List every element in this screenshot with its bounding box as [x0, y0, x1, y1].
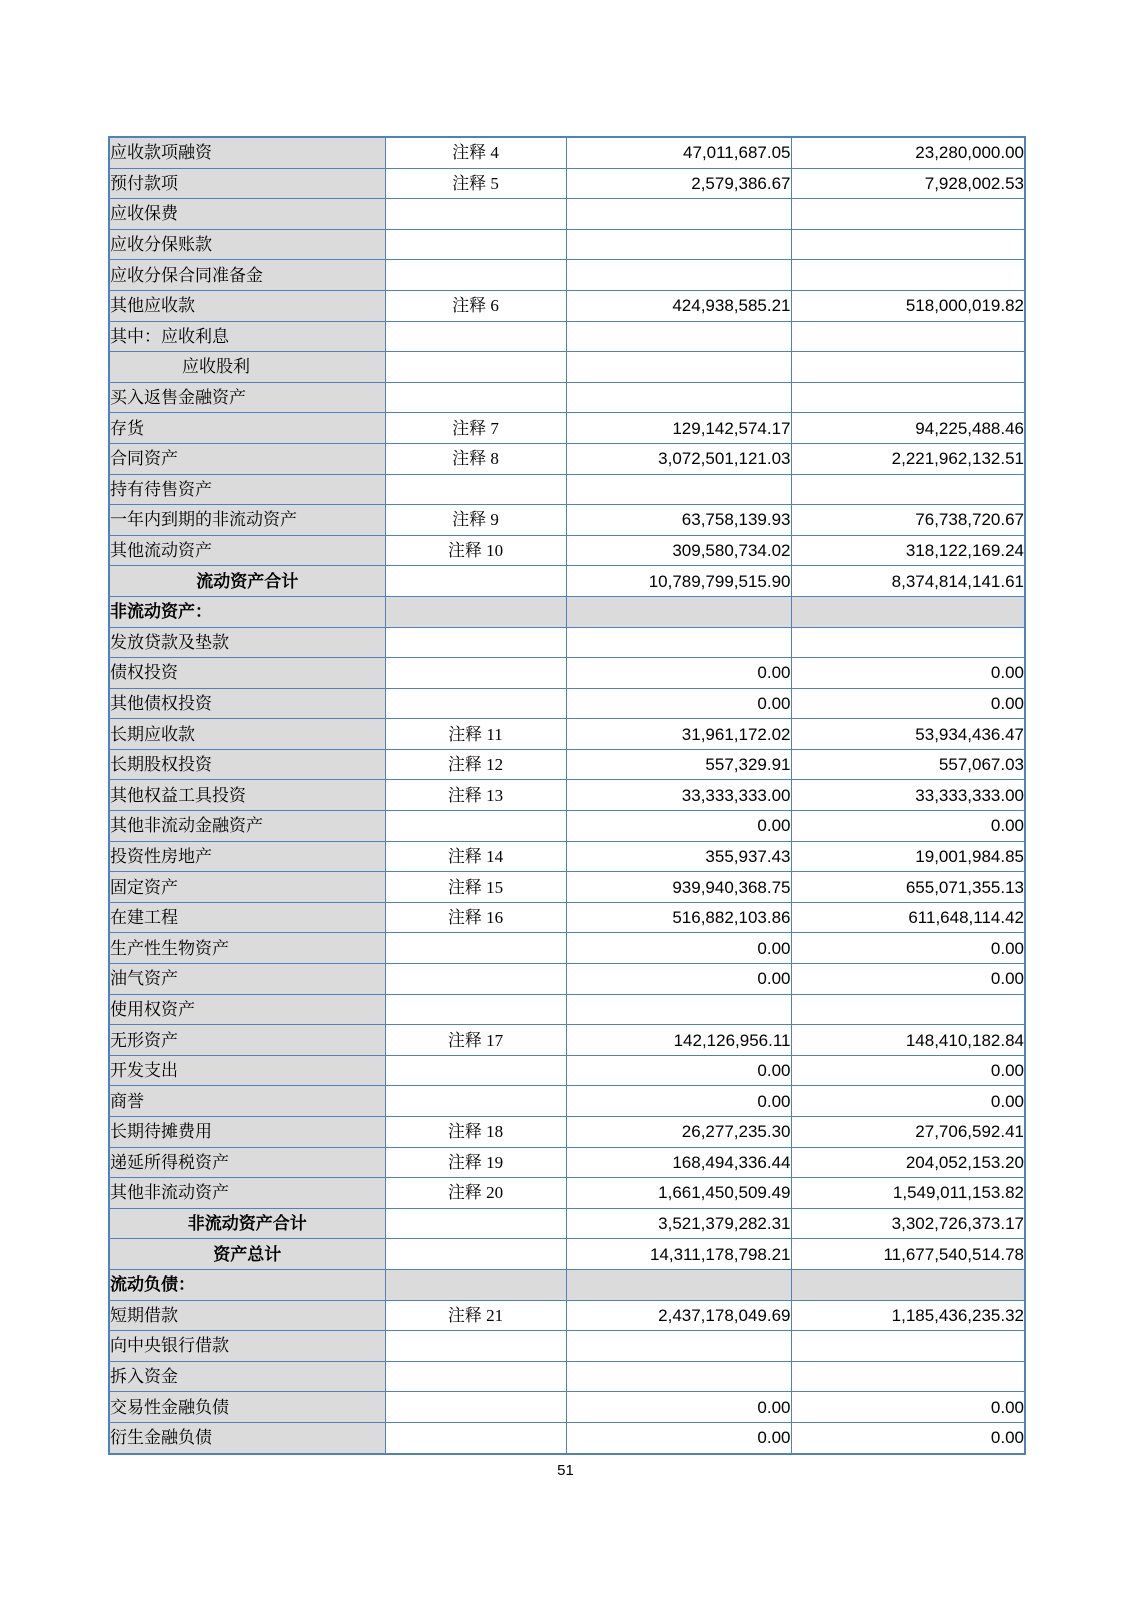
current-value-cell: [566, 596, 791, 627]
item-label-cell: 其他非流动资产: [109, 1178, 385, 1209]
note-cell: [385, 1392, 566, 1423]
item-label-cell: 发放贷款及垫款: [109, 627, 385, 658]
note-cell: [385, 933, 566, 964]
current-value-cell: 26,277,235.30: [566, 1117, 791, 1148]
item-label-cell: 存货: [109, 413, 385, 444]
prior-value-cell: 1,549,011,153.82: [791, 1178, 1025, 1209]
prior-value-cell: [791, 1331, 1025, 1362]
prior-value-cell: 148,410,182.84: [791, 1025, 1025, 1056]
note-cell: [385, 474, 566, 505]
balance-sheet-body: [109, 137, 1025, 1454]
note-cell: 注释 9: [385, 505, 566, 536]
current-value-cell: [566, 229, 791, 260]
table-row: [109, 1239, 1025, 1270]
table-row: [109, 199, 1025, 230]
item-label-cell: 其他应收款: [109, 290, 385, 321]
note-cell: [385, 1239, 566, 1270]
current-value-cell: [566, 199, 791, 230]
prior-value-cell: 94,225,488.46: [791, 413, 1025, 444]
current-value-cell: 3,072,501,121.03: [566, 443, 791, 474]
note-cell: [385, 1269, 566, 1300]
current-value-cell: [566, 321, 791, 352]
note-cell: [385, 321, 566, 352]
item-label-cell: 其中：应收利息: [109, 321, 385, 352]
table-row: [109, 1086, 1025, 1117]
table-row: [109, 321, 1025, 352]
table-row: [109, 260, 1025, 291]
item-label-cell: 应收股利: [109, 352, 385, 383]
note-cell: 注释 21: [385, 1300, 566, 1331]
table-row: [109, 627, 1025, 658]
item-label-cell: 长期待摊费用: [109, 1117, 385, 1148]
prior-value-cell: 0.00: [791, 1086, 1025, 1117]
item-label-cell: 衍生金融负债: [109, 1422, 385, 1453]
current-value-cell: 939,940,368.75: [566, 872, 791, 903]
note-cell: [385, 566, 566, 597]
prior-value-cell: 27,706,592.41: [791, 1117, 1025, 1148]
item-label-cell: 合同资产: [109, 443, 385, 474]
prior-value-cell: 0.00: [791, 1422, 1025, 1453]
current-value-cell: 0.00: [566, 933, 791, 964]
page-number: 51: [557, 1462, 574, 1479]
item-label-cell: 交易性金融负债: [109, 1392, 385, 1423]
table-row: [109, 1300, 1025, 1331]
note-cell: 注释 15: [385, 872, 566, 903]
prior-value-cell: [791, 199, 1025, 230]
item-label-cell: 油气资产: [109, 964, 385, 995]
item-label-cell: 长期股权投资: [109, 749, 385, 780]
current-value-cell: 0.00: [566, 1422, 791, 1453]
table-row: [109, 1331, 1025, 1362]
note-cell: 注释 13: [385, 780, 566, 811]
prior-value-cell: 0.00: [791, 1055, 1025, 1086]
table-row: [109, 780, 1025, 811]
prior-value-cell: 557,067.03: [791, 749, 1025, 780]
table-row: [109, 1025, 1025, 1056]
note-cell: [385, 229, 566, 260]
prior-value-cell: [791, 321, 1025, 352]
item-label-cell: 递延所得税资产: [109, 1147, 385, 1178]
current-value-cell: 557,329.91: [566, 749, 791, 780]
note-cell: [385, 1086, 566, 1117]
table-row: [109, 1361, 1025, 1392]
current-value-cell: [566, 994, 791, 1025]
item-label-cell: 一年内到期的非流动资产: [109, 505, 385, 536]
prior-value-cell: [791, 627, 1025, 658]
note-cell: [385, 382, 566, 413]
table-row: [109, 168, 1025, 199]
note-cell: [385, 1422, 566, 1453]
item-label-cell: 流动资产合计: [109, 566, 385, 597]
balance-sheet-table: [108, 136, 1024, 1455]
table-row: [109, 719, 1025, 750]
prior-value-cell: [791, 994, 1025, 1025]
current-value-cell: 0.00: [566, 688, 791, 719]
note-cell: 注释 14: [385, 841, 566, 872]
prior-value-cell: 2,221,962,132.51: [791, 443, 1025, 474]
prior-value-cell: [791, 1269, 1025, 1300]
table-row: [109, 352, 1025, 383]
item-label-cell: 其他非流动金融资产: [109, 811, 385, 842]
table-row: [109, 658, 1025, 689]
current-value-cell: [566, 1331, 791, 1362]
current-value-cell: 3,521,379,282.31: [566, 1208, 791, 1239]
current-value-cell: 33,333,333.00: [566, 780, 791, 811]
item-label-cell: 资产总计: [109, 1239, 385, 1270]
note-cell: 注释 7: [385, 413, 566, 444]
item-label-cell: 使用权资产: [109, 994, 385, 1025]
table-row: [109, 1422, 1025, 1453]
prior-value-cell: 0.00: [791, 688, 1025, 719]
current-value-cell: 0.00: [566, 1055, 791, 1086]
prior-value-cell: [791, 1361, 1025, 1392]
item-label-cell: 应收分保账款: [109, 229, 385, 260]
current-value-cell: [566, 260, 791, 291]
current-value-cell: 14,311,178,798.21: [566, 1239, 791, 1270]
item-label-cell: 在建工程: [109, 902, 385, 933]
current-value-cell: 2,437,178,049.69: [566, 1300, 791, 1331]
item-label-cell: 固定资产: [109, 872, 385, 903]
note-cell: [385, 199, 566, 230]
note-cell: [385, 596, 566, 627]
note-cell: 注释 10: [385, 535, 566, 566]
item-label-cell: 拆入资金: [109, 1361, 385, 1392]
item-label-cell: 预付款项: [109, 168, 385, 199]
table-row: [109, 749, 1025, 780]
table-row: [109, 413, 1025, 444]
prior-value-cell: [791, 596, 1025, 627]
item-label-cell: 债权投资: [109, 658, 385, 689]
table-row: [109, 1269, 1025, 1300]
prior-value-cell: [791, 260, 1025, 291]
current-value-cell: [566, 1269, 791, 1300]
item-label-cell: 非流动资产：: [109, 596, 385, 627]
table-row: [109, 902, 1025, 933]
item-label-cell: 向中央银行借款: [109, 1331, 385, 1362]
prior-value-cell: 0.00: [791, 658, 1025, 689]
item-label-cell: 其他债权投资: [109, 688, 385, 719]
prior-value-cell: [791, 382, 1025, 413]
table-row: [109, 1178, 1025, 1209]
table-row: [109, 382, 1025, 413]
note-cell: 注释 4: [385, 137, 566, 168]
item-label-cell: 开发支出: [109, 1055, 385, 1086]
current-value-cell: 2,579,386.67: [566, 168, 791, 199]
item-label-cell: 短期借款: [109, 1300, 385, 1331]
note-cell: 注释 16: [385, 902, 566, 933]
table-row: [109, 596, 1025, 627]
table-row: [109, 1208, 1025, 1239]
note-cell: [385, 964, 566, 995]
current-value-cell: 63,758,139.93: [566, 505, 791, 536]
item-label-cell: 买入返售金融资产: [109, 382, 385, 413]
table-row: [109, 290, 1025, 321]
prior-value-cell: 19,001,984.85: [791, 841, 1025, 872]
item-label-cell: 其他流动资产: [109, 535, 385, 566]
prior-value-cell: 11,677,540,514.78: [791, 1239, 1025, 1270]
table-row: [109, 811, 1025, 842]
item-label-cell: 生产性生物资产: [109, 933, 385, 964]
prior-value-cell: 53,934,436.47: [791, 719, 1025, 750]
prior-value-cell: [791, 229, 1025, 260]
note-cell: [385, 627, 566, 658]
prior-value-cell: 655,071,355.13: [791, 872, 1025, 903]
item-label-cell: 应收分保合同准备金: [109, 260, 385, 291]
prior-value-cell: 611,648,114.42: [791, 902, 1025, 933]
prior-value-cell: 33,333,333.00: [791, 780, 1025, 811]
current-value-cell: 10,789,799,515.90: [566, 566, 791, 597]
table-row: [109, 474, 1025, 505]
current-value-cell: [566, 382, 791, 413]
note-cell: 注释 19: [385, 1147, 566, 1178]
table-row: [109, 841, 1025, 872]
current-value-cell: 1,661,450,509.49: [566, 1178, 791, 1209]
table-row: [109, 688, 1025, 719]
note-cell: 注释 8: [385, 443, 566, 474]
note-cell: 注释 6: [385, 290, 566, 321]
prior-value-cell: 0.00: [791, 1392, 1025, 1423]
current-value-cell: 516,882,103.86: [566, 902, 791, 933]
note-cell: 注释 12: [385, 749, 566, 780]
current-value-cell: 0.00: [566, 964, 791, 995]
note-cell: 注释 18: [385, 1117, 566, 1148]
note-cell: [385, 352, 566, 383]
current-value-cell: 0.00: [566, 658, 791, 689]
item-label-cell: 应收款项融资: [109, 137, 385, 168]
current-value-cell: 0.00: [566, 1086, 791, 1117]
current-value-cell: 142,126,956.11: [566, 1025, 791, 1056]
table-row: [109, 505, 1025, 536]
prior-value-cell: [791, 474, 1025, 505]
table-row: [109, 994, 1025, 1025]
item-label-cell: 其他权益工具投资: [109, 780, 385, 811]
note-cell: 注释 17: [385, 1025, 566, 1056]
current-value-cell: 309,580,734.02: [566, 535, 791, 566]
table-row: [109, 964, 1025, 995]
item-label-cell: 应收保费: [109, 199, 385, 230]
prior-value-cell: 0.00: [791, 933, 1025, 964]
item-label-cell: 无形资产: [109, 1025, 385, 1056]
balance-sheet: [108, 136, 1026, 1455]
note-cell: [385, 658, 566, 689]
note-cell: 注释 20: [385, 1178, 566, 1209]
note-cell: [385, 1208, 566, 1239]
current-value-cell: 168,494,336.44: [566, 1147, 791, 1178]
prior-value-cell: 518,000,019.82: [791, 290, 1025, 321]
prior-value-cell: 0.00: [791, 964, 1025, 995]
note-cell: [385, 1331, 566, 1362]
current-value-cell: [566, 627, 791, 658]
note-cell: 注释 11: [385, 719, 566, 750]
table-row: [109, 137, 1025, 168]
table-row: [109, 535, 1025, 566]
note-cell: [385, 811, 566, 842]
table-row: [109, 1117, 1025, 1148]
current-value-cell: 424,938,585.21: [566, 290, 791, 321]
table-row: [109, 1147, 1025, 1178]
item-label-cell: 投资性房地产: [109, 841, 385, 872]
table-row: [109, 872, 1025, 903]
table-row: [109, 1392, 1025, 1423]
table-row: [109, 566, 1025, 597]
table-row: [109, 443, 1025, 474]
table-row: [109, 933, 1025, 964]
prior-value-cell: 318,122,169.24: [791, 535, 1025, 566]
item-label-cell: 持有待售资产: [109, 474, 385, 505]
current-value-cell: 0.00: [566, 1392, 791, 1423]
current-value-cell: 129,142,574.17: [566, 413, 791, 444]
prior-value-cell: 23,280,000.00: [791, 137, 1025, 168]
item-label-cell: 非流动资产合计: [109, 1208, 385, 1239]
note-cell: [385, 1055, 566, 1086]
prior-value-cell: 7,928,002.53: [791, 168, 1025, 199]
current-value-cell: 31,961,172.02: [566, 719, 791, 750]
prior-value-cell: [791, 352, 1025, 383]
note-cell: [385, 1361, 566, 1392]
item-label-cell: 流动负债：: [109, 1269, 385, 1300]
prior-value-cell: 8,374,814,141.61: [791, 566, 1025, 597]
note-cell: [385, 260, 566, 291]
current-value-cell: [566, 474, 791, 505]
note-cell: 注释 5: [385, 168, 566, 199]
item-label-cell: 商誉: [109, 1086, 385, 1117]
current-value-cell: 47,011,687.05: [566, 137, 791, 168]
prior-value-cell: 76,738,720.67: [791, 505, 1025, 536]
prior-value-cell: 3,302,726,373.17: [791, 1208, 1025, 1239]
prior-value-cell: 1,185,436,235.32: [791, 1300, 1025, 1331]
current-value-cell: [566, 352, 791, 383]
table-row: [109, 229, 1025, 260]
prior-value-cell: 204,052,153.20: [791, 1147, 1025, 1178]
note-cell: [385, 688, 566, 719]
table-row: [109, 1055, 1025, 1086]
current-value-cell: [566, 1361, 791, 1392]
note-cell: [385, 994, 566, 1025]
current-value-cell: 355,937.43: [566, 841, 791, 872]
current-value-cell: 0.00: [566, 811, 791, 842]
prior-value-cell: 0.00: [791, 811, 1025, 842]
item-label-cell: 长期应收款: [109, 719, 385, 750]
